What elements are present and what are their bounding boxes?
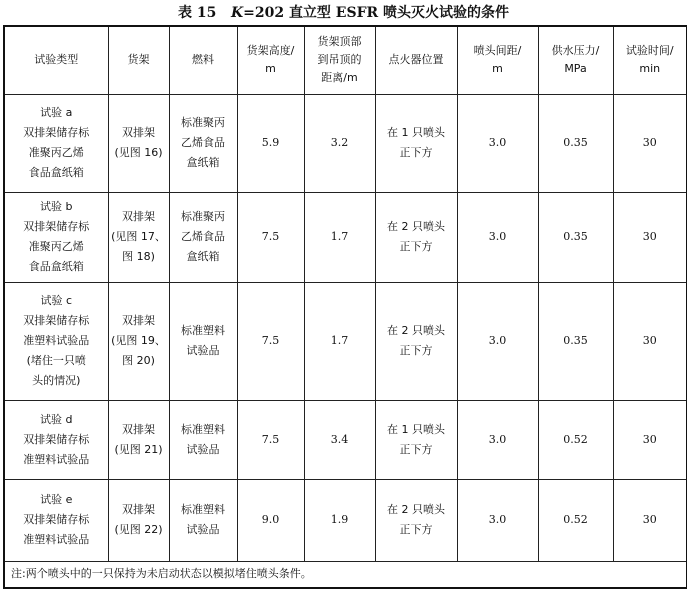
cell-test-type: 试验 c 双排架储存标 准塑料试验品 (堵住一只喷 头的情况) <box>4 282 108 400</box>
cell-clearance: 1.7 <box>304 192 375 282</box>
cell-igniter-position: 在 2 只喷头 正下方 <box>375 479 457 561</box>
cell-igniter-position: 在 1 只喷头 正下方 <box>375 400 457 479</box>
cell-rack-height: 7.5 <box>237 192 304 282</box>
note-row <box>4 561 687 588</box>
cell-test-type: 试验 b 双排架储存标 准聚丙乙烯 食品盒纸箱 <box>4 192 108 282</box>
cell-rack: 双排架 (见图 19、 图 20) <box>108 282 169 400</box>
cell-clearance: 1.7 <box>304 282 375 400</box>
cell-test-duration: 30 <box>613 400 687 479</box>
header-row <box>4 26 687 94</box>
cell-test-type: 试验 d 双排架储存标 准塑料试验品 <box>4 400 108 479</box>
cell-fuel: 标准聚丙 乙烯食品 盒纸箱 <box>169 192 237 282</box>
header-fuel: 燃料 <box>169 26 237 94</box>
header-test-duration: 试验时间/ min <box>613 26 687 94</box>
cell-rack: 双排架 (见图 22) <box>108 479 169 561</box>
table-row <box>4 94 687 192</box>
cell-fuel: 标准聚丙 乙烯食品 盒纸箱 <box>169 94 237 192</box>
cell-igniter-position: 在 1 只喷头 正下方 <box>375 94 457 192</box>
table-row <box>4 400 687 479</box>
table-note: 注:两个喷头中的一只保持为未启动状态以模拟堵住喷头条件。 <box>4 561 687 588</box>
cell-test-duration: 30 <box>613 192 687 282</box>
cell-test-duration: 30 <box>613 282 687 400</box>
cell-water-pressure: 0.52 <box>538 479 613 561</box>
cell-test-type: 试验 a 双排架储存标 准聚丙乙烯 食品盒纸箱 <box>4 94 108 192</box>
cell-rack: 双排架 (见图 16) <box>108 94 169 192</box>
cell-rack-height: 7.5 <box>237 282 304 400</box>
cell-water-pressure: 0.35 <box>538 94 613 192</box>
header-rack-height: 货架高度/ m <box>237 26 304 94</box>
table-title-prefix: 表 15 <box>177 5 217 21</box>
cell-water-pressure: 0.52 <box>538 400 613 479</box>
cell-rack-height: 9.0 <box>237 479 304 561</box>
cell-test-duration: 30 <box>613 479 687 561</box>
cell-rack: 双排架 (见图 21) <box>108 400 169 479</box>
cell-sprinkler-spacing: 3.0 <box>457 94 538 192</box>
header-clearance: 货架顶部 到吊顶的 距离/m <box>304 26 375 94</box>
cell-test-duration: 30 <box>613 94 687 192</box>
cell-sprinkler-spacing: 3.0 <box>457 479 538 561</box>
cell-clearance: 3.4 <box>304 400 375 479</box>
cell-igniter-position: 在 2 只喷头 正下方 <box>375 282 457 400</box>
cell-sprinkler-spacing: 3.0 <box>457 192 538 282</box>
cell-clearance: 1.9 <box>304 479 375 561</box>
cell-sprinkler-spacing: 3.0 <box>457 282 538 400</box>
table-row <box>4 479 687 561</box>
cell-rack: 双排架 (见图 17、 图 18) <box>108 192 169 282</box>
header-rack: 货架 <box>108 26 169 94</box>
cell-rack-height: 7.5 <box>237 400 304 479</box>
header-sprinkler-spacing: 喷头间距/ m <box>457 26 538 94</box>
cell-fuel: 标准塑料 试验品 <box>169 400 237 479</box>
table-row <box>4 282 687 400</box>
cell-fuel: 标准塑料 试验品 <box>169 479 237 561</box>
cell-test-type: 试验 e 双排架储存标 准塑料试验品 <box>4 479 108 561</box>
esfr-test-conditions-table <box>3 25 687 589</box>
table-title-text: =202 直立型 ESFR 喷头灭火试验的条件 <box>243 5 510 21</box>
cell-water-pressure: 0.35 <box>538 192 613 282</box>
header-test-type: 试验类型 <box>4 26 108 94</box>
cell-igniter-position: 在 2 只喷头 正下方 <box>375 192 457 282</box>
cell-rack-height: 5.9 <box>237 94 304 192</box>
table-row <box>4 192 687 282</box>
cell-water-pressure: 0.35 <box>538 282 613 400</box>
cell-sprinkler-spacing: 3.0 <box>457 400 538 479</box>
cell-fuel: 标准塑料 试验品 <box>169 282 237 400</box>
cell-clearance: 3.2 <box>304 94 375 192</box>
header-igniter-position: 点火器位置 <box>375 26 457 94</box>
header-water-pressure: 供水压力/ MPa <box>538 26 613 94</box>
table-title <box>0 2 687 24</box>
k-symbol: K <box>230 5 244 21</box>
